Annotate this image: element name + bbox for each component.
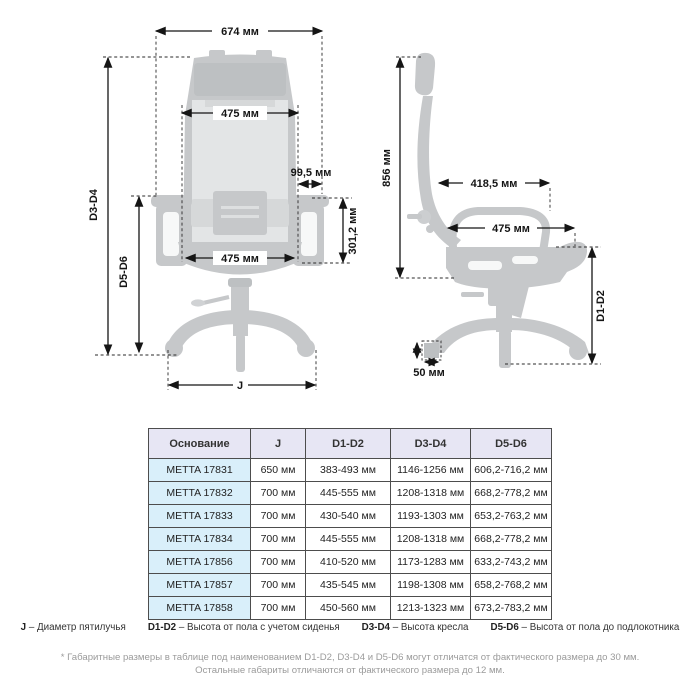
dim-backrest-height-label: 856 мм bbox=[381, 149, 393, 187]
j-cell: 700 мм bbox=[251, 528, 306, 551]
model-cell: METTA 17834 bbox=[149, 528, 251, 551]
d5d6-cell: 633,2-743,2 мм bbox=[471, 551, 552, 574]
model-cell: METTA 17833 bbox=[149, 505, 251, 528]
j-cell: 700 мм bbox=[251, 574, 306, 597]
model-cell: METTA 17832 bbox=[149, 482, 251, 505]
legend-def: – Диаметр пятилучья bbox=[28, 622, 126, 633]
d5d6-cell: 673,2-783,2 мм bbox=[471, 597, 552, 620]
d1d2-cell: 435-545 мм bbox=[306, 574, 391, 597]
d3d4-cell: 1198-1308 мм bbox=[391, 574, 471, 597]
j-cell: 650 мм bbox=[251, 459, 306, 482]
model-cell: METTA 17858 bbox=[149, 597, 251, 620]
chair-side-view bbox=[407, 53, 589, 368]
table-header-row bbox=[149, 429, 552, 459]
legend-term: D3-D4 bbox=[361, 622, 390, 633]
legend-item-d5-d6 bbox=[491, 622, 680, 633]
d3d4-cell: 1213-1323 мм bbox=[391, 597, 471, 620]
dim-armrest-height-label: 301,2 мм bbox=[347, 207, 359, 255]
model-cell: METTA 17857 bbox=[149, 574, 251, 597]
legend-term: J bbox=[20, 622, 27, 633]
table-row bbox=[149, 459, 552, 482]
dim-seat-depth-label: 475 мм bbox=[492, 223, 530, 235]
d1d2-cell: 445-555 мм bbox=[306, 482, 391, 505]
legend-def: – Высота от пола до подлокотника bbox=[521, 622, 680, 633]
table-row bbox=[149, 505, 552, 528]
d3d4-cell: 1193-1303 мм bbox=[391, 505, 471, 528]
d5d6-cell: 668,2-778,2 мм bbox=[471, 482, 552, 505]
dim-caster-size-label: 50 мм bbox=[413, 367, 445, 379]
j-cell: 700 мм bbox=[251, 482, 306, 505]
header-d1-d2: D1-D2 bbox=[306, 429, 391, 459]
chair-front-view bbox=[151, 50, 329, 372]
dim-seat-width-label: 475 мм bbox=[221, 253, 259, 265]
table-row bbox=[149, 551, 552, 574]
footnote bbox=[0, 651, 700, 677]
dim-back-to-front-label: 418,5 мм bbox=[470, 178, 518, 190]
legend-term: D1-D2 bbox=[147, 622, 177, 633]
model-cell: METTA 17856 bbox=[149, 551, 251, 574]
table-row bbox=[149, 528, 552, 551]
d1d2-cell: 430-540 мм bbox=[306, 505, 391, 528]
legend-item-d3-d4 bbox=[362, 622, 469, 633]
dim-d3-d4-label: D3-D4 bbox=[88, 189, 100, 221]
legend-item-d1-d2 bbox=[148, 622, 340, 633]
header-d3-d4: D3-D4 bbox=[391, 429, 471, 459]
d1d2-cell: 445-555 мм bbox=[306, 528, 391, 551]
dim-backrest-width-label: 475 мм bbox=[221, 108, 259, 120]
j-cell: 700 мм bbox=[251, 597, 306, 620]
header-d5-d6: D5-D6 bbox=[471, 429, 552, 459]
footnote-line-1: * Габаритные размеры в таблице под наименованием D1-D2, D3-D4 и D5-D6 могут отличатся от фактического размера до 30 мм. bbox=[60, 652, 640, 663]
dimension-legend bbox=[0, 622, 700, 633]
dim-d1-d2-label: D1-D2 bbox=[595, 290, 607, 322]
dim-base-diameter-label: J bbox=[236, 380, 244, 392]
j-cell: 700 мм bbox=[251, 505, 306, 528]
d5d6-cell: 668,2-778,2 мм bbox=[471, 528, 552, 551]
footnote-line-2: Остальные габариты отличаются от фактического размера до 12 мм. bbox=[195, 665, 505, 676]
spec-table bbox=[148, 428, 552, 620]
d1d2-cell: 383-493 мм bbox=[306, 459, 391, 482]
d1d2-cell: 450-560 мм bbox=[306, 597, 391, 620]
d1d2-cell: 410-520 мм bbox=[306, 551, 391, 574]
d5d6-cell: 658,2-768,2 мм bbox=[471, 574, 552, 597]
table-row bbox=[149, 597, 552, 620]
j-cell: 700 мм bbox=[251, 551, 306, 574]
d5d6-cell: 653,2-763,2 мм bbox=[471, 505, 552, 528]
d3d4-cell: 1208-1318 мм bbox=[391, 482, 471, 505]
dim-armrest-width-label: 99,5 мм bbox=[290, 167, 332, 179]
table-row bbox=[149, 482, 552, 505]
header-j: J bbox=[251, 429, 306, 459]
d5d6-cell: 606,2-716,2 мм bbox=[471, 459, 552, 482]
dim-overall-width-label: 674 мм bbox=[221, 26, 259, 38]
legend-def: – Высота от пола с учетом сиденья bbox=[178, 622, 340, 633]
legend-term: D5-D6 bbox=[490, 622, 519, 633]
d3d4-cell: 1173-1283 мм bbox=[391, 551, 471, 574]
header-base: Основание bbox=[149, 429, 251, 459]
legend-item-j bbox=[21, 622, 126, 633]
d3d4-cell: 1208-1318 мм bbox=[391, 528, 471, 551]
model-cell: METTA 17831 bbox=[149, 459, 251, 482]
table-row bbox=[149, 574, 552, 597]
d3d4-cell: 1146-1256 мм bbox=[391, 459, 471, 482]
dim-d5-d6-label: D5-D6 bbox=[118, 256, 130, 288]
legend-def: – Высота кресла bbox=[392, 622, 469, 633]
